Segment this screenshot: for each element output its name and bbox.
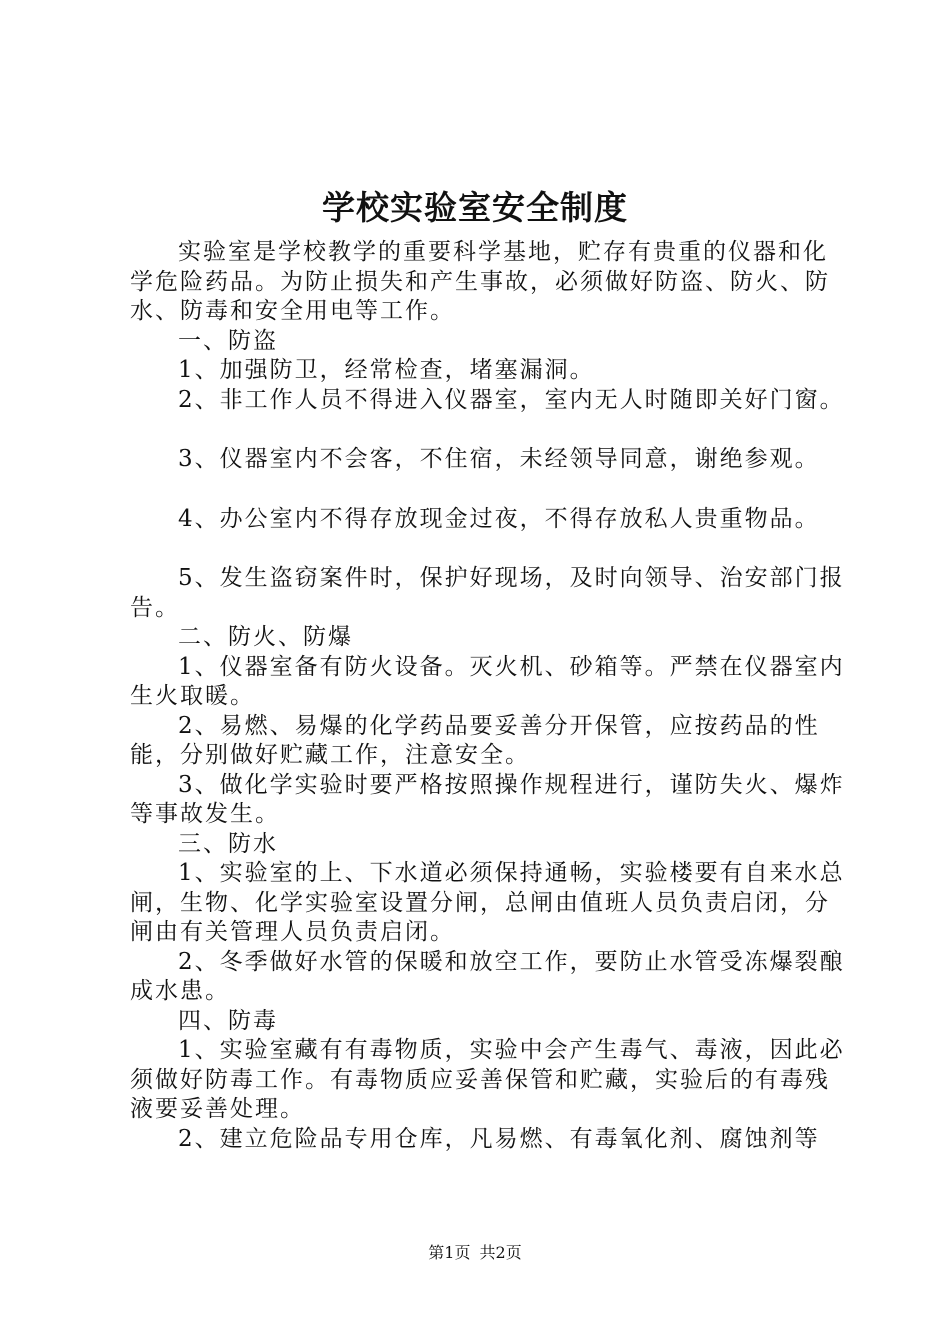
paragraph-intro: 实验室是学校教学的重要科学基地，贮存有贵重的仪器和化学危险药品。为防止损失和产生事故，必须做好防盗、防火、防水、防毒和安全用电等工作。: [130, 239, 830, 324]
document-body: [130, 238, 850, 1154]
paragraph-theft-1: 1、加强防卫，经常检查，堵塞漏洞。: [178, 357, 595, 383]
page-total: 共2页: [479, 1243, 522, 1262]
section-heading-fire: 二、防火、防爆: [178, 624, 353, 650]
paragraph-water-2: 2、冬季做好水管的保暖和放空工作，要防止水管受冻爆裂酿成水患。: [130, 948, 845, 1004]
paragraph-theft-5: 5、发生盗窃案件时，保护好现场，及时向领导、治安部门报告。: [130, 565, 845, 621]
paragraph-poison-2: 2、建立危险品专用仓库，凡易燃、有毒氧化剂、腐蚀剂等: [178, 1125, 820, 1152]
paragraph-water-1: 1、实验室的上、下水道必须保持通畅，实验楼要有自来水总闸，生物、化学实验室设置分闸，总闸由值班人员负责启闭，分闸由有关管理人员负责启闭。: [130, 860, 845, 945]
section-heading-water: 三、防水: [178, 830, 278, 857]
section-heading-poison: 四、防毒: [178, 1007, 278, 1034]
paragraph-theft-4: 4、办公室内不得存放现金过夜，不得存放私人贵重物品。: [178, 505, 820, 532]
paragraph-theft-3: 3、仪器室内不会客，不住宿，未经领导同意，谢绝参观。: [178, 446, 820, 472]
paragraph-poison-1: 1、实验室藏有有毒物质，实验中会产生毒气、毒液，因此必须做好防毒工作。有毒物质应妥善保管和贮藏，实验后的有毒残液要妥善处理。: [130, 1037, 845, 1122]
paragraph-theft-2: 2、非工作人员不得进入仪器室，室内无人时随即关好门窗。: [178, 386, 845, 413]
page-footer: [0, 1242, 950, 1264]
paragraph-fire-1: 1、仪器室备有防火设备。灭火机、砂箱等。严禁在仪器室内生火取暖。: [130, 653, 845, 709]
paragraph-fire-3: 3、做化学实验时要严格按照操作规程进行，谨防失火、爆炸等事故发生。: [130, 771, 845, 827]
page-number: 第1页: [428, 1243, 471, 1262]
document-title: 学校实验室安全制度: [322, 188, 628, 227]
section-heading-theft: 一、防盗: [178, 327, 278, 354]
paragraph-fire-2: 2、易燃、易爆的化学药品要妥善分开保管，应按药品的性能，分别做好贮藏工作，注意安全。: [130, 712, 820, 768]
